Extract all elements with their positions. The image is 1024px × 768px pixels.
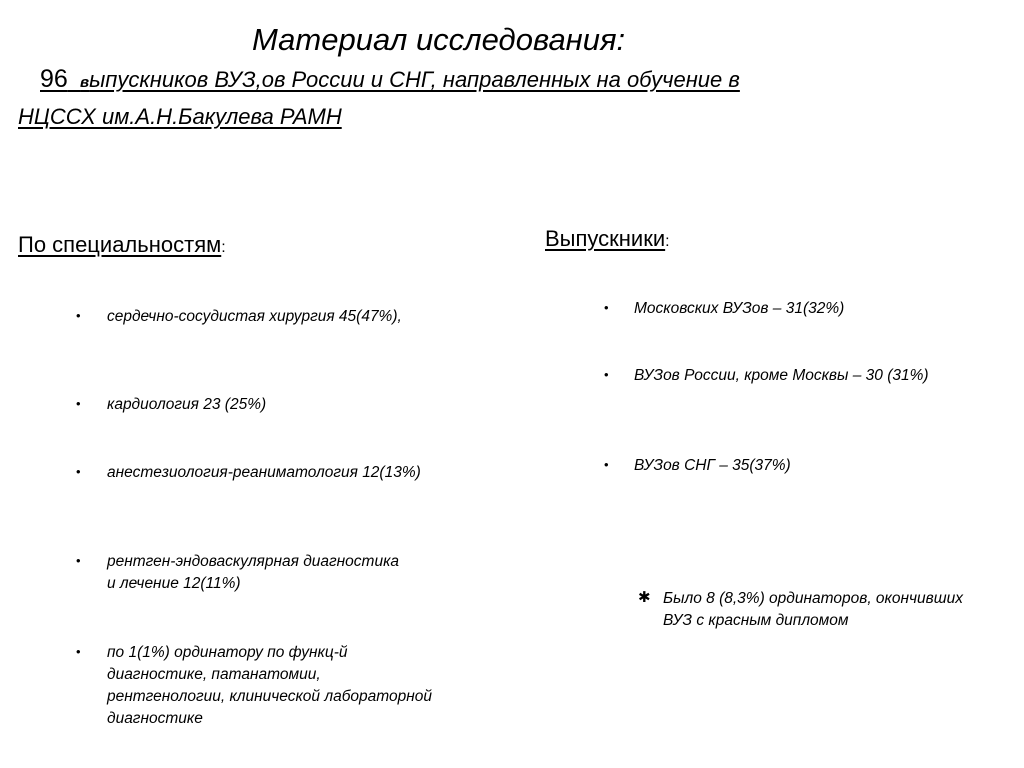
subtitle-first-letter: в bbox=[80, 74, 90, 91]
subtitle-line-1-text: ыпускников ВУЗ,ов России и СНГ, направленных на обучение в bbox=[89, 67, 740, 92]
list-item: кардиология 23 (25%) bbox=[107, 396, 267, 413]
list-item: анестезиология-реаниматология 12(13%) bbox=[107, 464, 421, 481]
list-bullet: • bbox=[76, 308, 81, 323]
list-bullet: • bbox=[604, 457, 609, 472]
left-heading-text: По специальностям bbox=[18, 232, 222, 257]
list-bullet: • bbox=[604, 300, 609, 315]
right-column-heading bbox=[545, 226, 670, 252]
list-bullet: • bbox=[76, 553, 81, 568]
list-bullet: • bbox=[76, 644, 81, 659]
subtitle-number: 96 bbox=[40, 65, 68, 93]
page-subtitle bbox=[18, 62, 978, 134]
right-heading-text: Выпускники bbox=[545, 226, 666, 251]
subtitle-line-2: НЦССХ им.А.Н.Бакулева РАМН bbox=[18, 104, 342, 129]
list-item: Московских ВУЗов – 31(32%) bbox=[634, 300, 845, 317]
list-item: сердечно-сосудистая хирургия 45(47%), bbox=[107, 308, 402, 325]
list-bullet: • bbox=[76, 396, 81, 411]
list-bullet: • bbox=[604, 367, 609, 382]
note-text: Было 8 (8,3%) ординаторов, окончивших ВУЗ с красным дипломом bbox=[663, 590, 963, 629]
right-heading-colon: : bbox=[665, 233, 670, 250]
left-column-heading bbox=[18, 232, 226, 258]
asterisk-icon: ✱ bbox=[638, 589, 651, 606]
list-item: рентген-эндоваскулярная диагностика и лечение 12(11%) bbox=[107, 553, 400, 592]
list-item: ВУЗов СНГ – 35(37%) bbox=[634, 457, 791, 474]
page-title: Материал исследования: bbox=[252, 22, 626, 57]
subtitle-line-1 bbox=[18, 62, 978, 100]
list-item: ВУЗов России, кроме Москвы – 30 (31%) bbox=[634, 367, 929, 384]
list-item: по 1(1%) ординатору по функц-й диагностике, патанатомии, рентгенологии, клинической лабораторной диагностике bbox=[107, 644, 433, 727]
left-heading-colon: : bbox=[221, 239, 226, 256]
list-bullet: • bbox=[76, 464, 81, 479]
